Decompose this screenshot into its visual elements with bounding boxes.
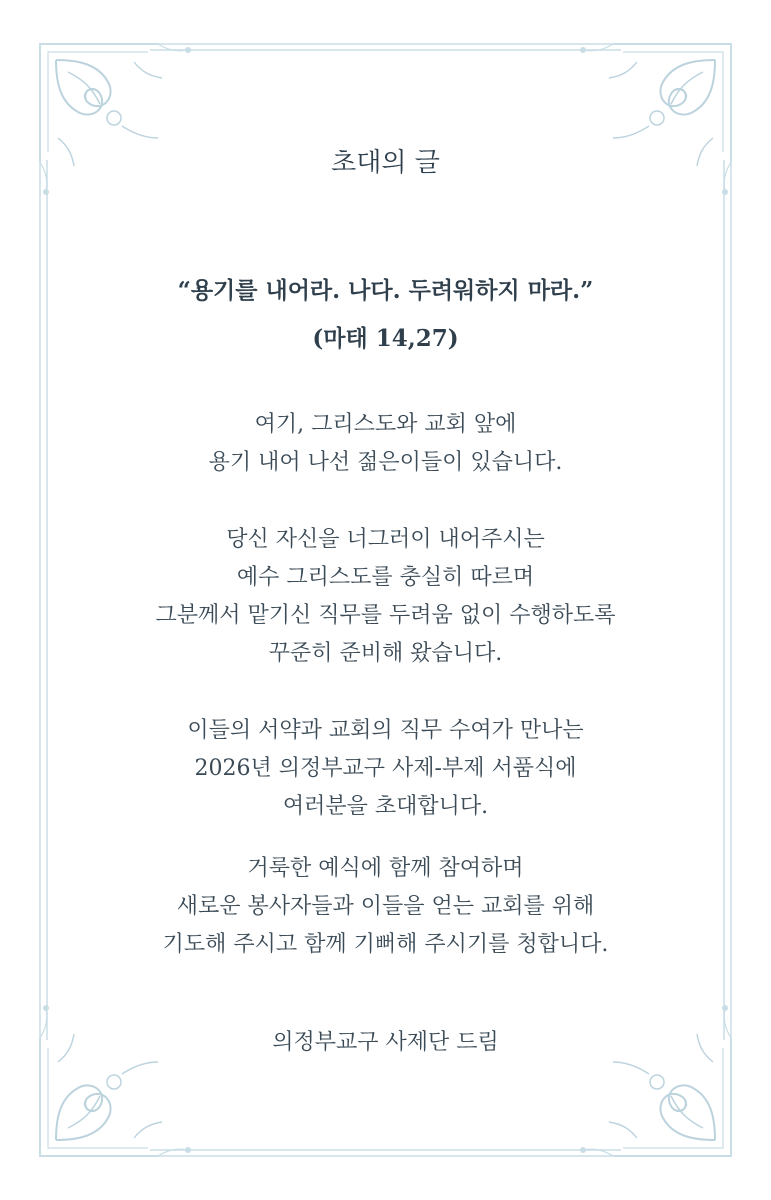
paragraph-4 — [0, 850, 771, 964]
paragraph-2 — [0, 521, 771, 673]
signature: 의정부교구 사제단 드림 — [272, 1030, 499, 1055]
paragraph-line: 여러분을 초대합니다. — [282, 794, 489, 819]
scripture-quote: “용기를 내어라. 나다. 두려워하지 마라.” — [177, 277, 594, 304]
paragraph-line: 기도해 주시고 함께 기뻐해 주시기를 청합니다. — [162, 932, 609, 957]
paragraph-3 — [0, 712, 771, 826]
paragraph-line: 2026년 의정부교구 사제-부제 서품식에 — [194, 756, 577, 781]
paragraph-line: 용기 내어 나선 젊은이들이 있습니다. — [208, 450, 563, 475]
paragraph-line: 꾸준히 준비해 왔습니다. — [268, 641, 503, 666]
paragraph-1 — [0, 406, 771, 482]
paragraph-line: 당신 자신을 너그러이 내어주시는 — [226, 527, 545, 552]
paragraph-line: 예수 그리스도를 충실히 따르며 — [236, 565, 535, 590]
paragraph-line: 그분께서 맡기신 직무를 두려움 없이 수행하도록 — [155, 603, 616, 628]
scripture-reference: (마태 14,27) — [312, 325, 459, 352]
paragraph-line: 새로운 봉사자들과 이들을 얻는 교회를 위해 — [176, 894, 595, 919]
paragraph-line: 여기, 그리스도와 교회 앞에 — [254, 412, 517, 437]
paragraph-line: 거룩한 예식에 함께 참여하며 — [247, 856, 524, 881]
paragraph-line: 이들의 서약과 교회의 직무 수여가 만나는 — [187, 718, 584, 743]
page-title: 초대의 글 — [331, 148, 440, 178]
